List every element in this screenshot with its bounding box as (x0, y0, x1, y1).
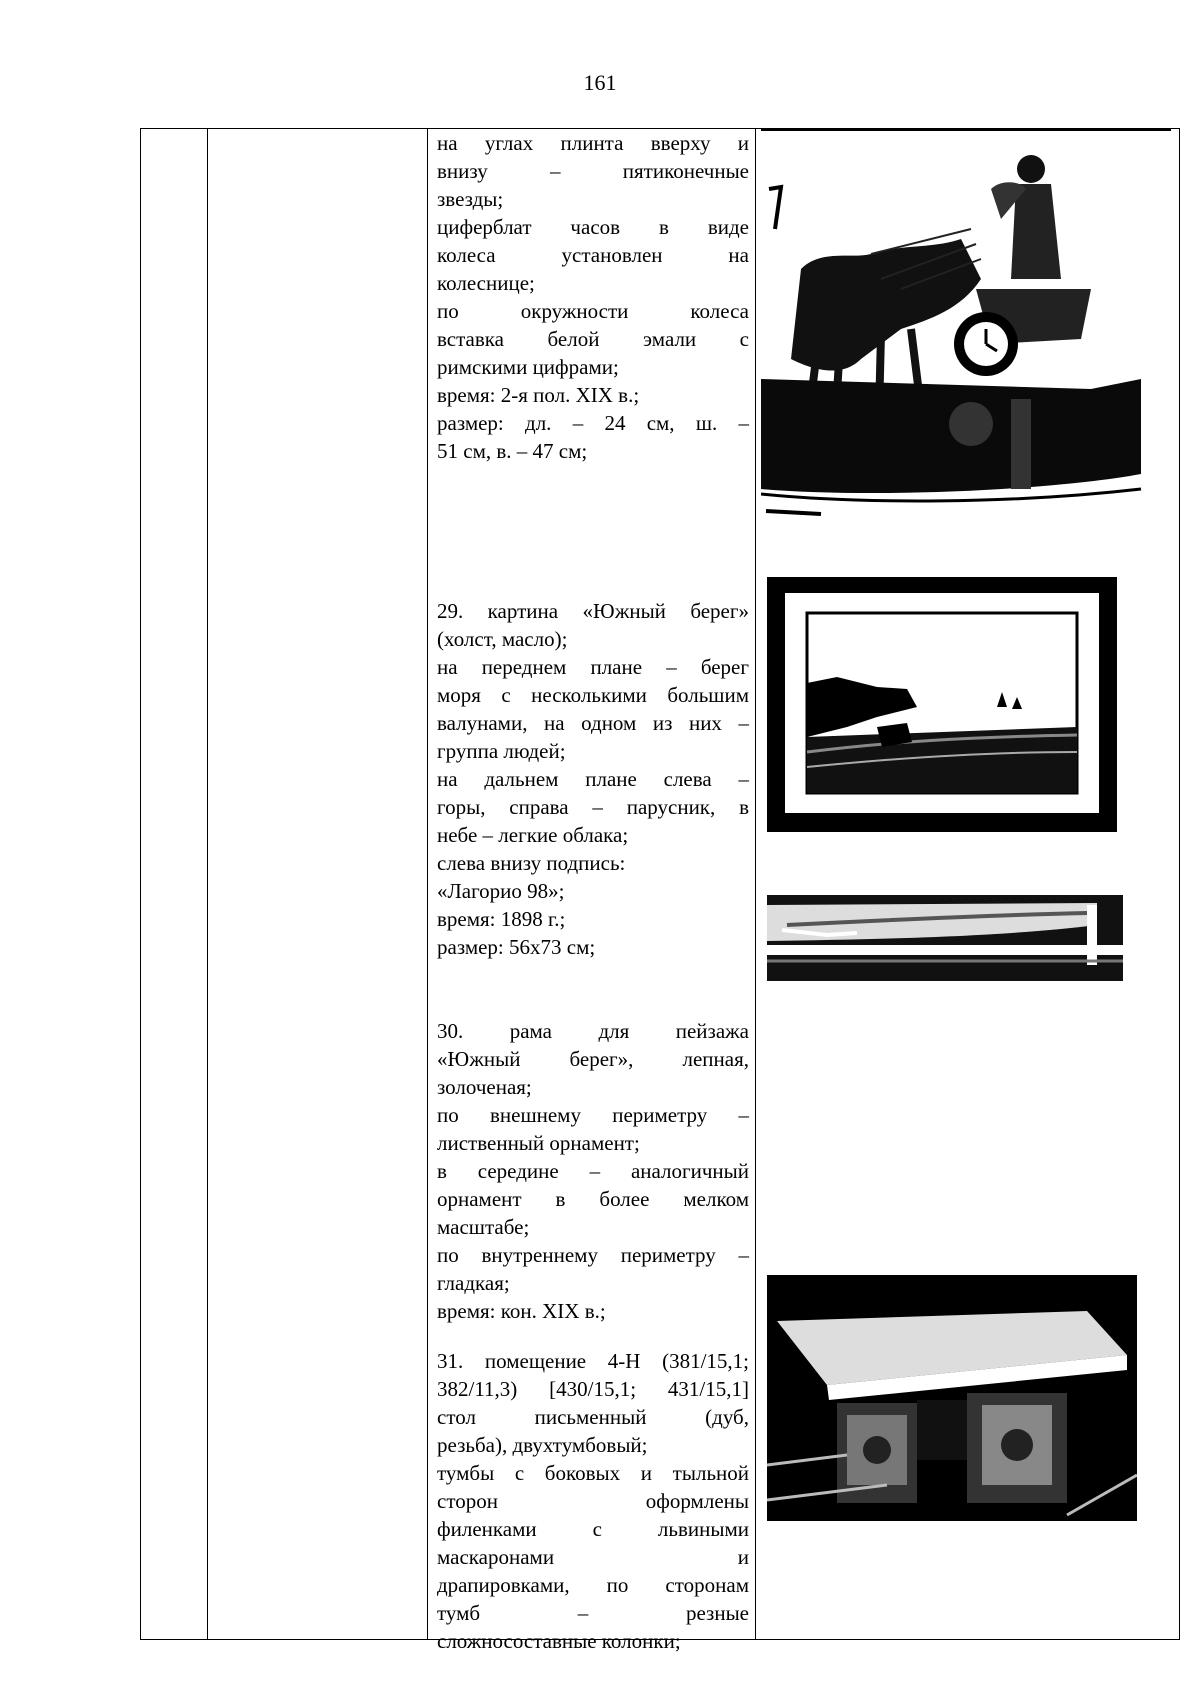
table-divider (755, 129, 756, 1639)
item-28-description (437, 129, 749, 465)
description-line: тумбы с боковых и тыльной (437, 1461, 749, 1485)
description-line: внизу – пятиконечные (437, 159, 749, 183)
item-31-description (437, 1347, 749, 1655)
table-divider (207, 129, 208, 1639)
description-line: моря с несколькими большим (437, 683, 749, 707)
writing-desk-photo (767, 1275, 1137, 1521)
description-line: филенками с львиными (437, 1517, 749, 1541)
description-line: время: 2-я пол. XIX в.; (437, 383, 640, 407)
description-line: слева внизу подпись: (437, 851, 626, 875)
description-line: сторон оформлены (437, 1489, 749, 1513)
description-line: 30. рама для пейзажа (437, 1019, 749, 1043)
description-line: лиственный орнамент; (437, 1131, 640, 1155)
description-line: в середине – аналогичный (437, 1159, 749, 1183)
description-line: колеса установлен на (437, 243, 749, 267)
description-line: группа людей; (437, 739, 566, 763)
description-line: резьба), двухтумбовый; (437, 1433, 648, 1457)
description-line: сложносоставные колонки; (437, 1629, 681, 1653)
painting-southern-shore-photo (767, 577, 1117, 832)
frame-detail-photo (767, 895, 1123, 981)
description-line: гладкая; (437, 1271, 510, 1295)
description-line: время: кон. XIX в.; (437, 1299, 606, 1323)
description-line: на переднем плане – берег (437, 655, 749, 679)
description-line: вставка белой эмали с (437, 327, 749, 351)
description-line: (холст, масло); (437, 627, 568, 651)
chariot-clock-photo (761, 129, 1171, 554)
description-line: время: 1898 г.; (437, 907, 566, 931)
description-line: размер: 56х73 см; (437, 935, 596, 959)
item-29-description (437, 597, 749, 961)
description-line: 31. помещение 4-Н (381/15,1; (437, 1349, 749, 1373)
inventory-table (140, 128, 1180, 1653)
description-line: стол письменный (дуб, (437, 1405, 749, 1429)
table-divider (427, 129, 428, 1639)
item-30-description (437, 1017, 749, 1325)
description-line: колеснице; (437, 271, 535, 295)
description-line: масштабе; (437, 1215, 530, 1239)
description-line: по внешнему периметру – (437, 1103, 749, 1127)
description-line: золоченая; (437, 1075, 532, 1099)
description-line: на углах плинта вверху и (437, 131, 749, 155)
description-line: на дальнем плане слева – (437, 767, 749, 791)
description-line: размер: дл. – 24 см, ш. – (437, 411, 749, 435)
page-number: 161 (583, 70, 617, 95)
description-line: 51 см, в. – 47 см; (437, 439, 588, 463)
description-line: циферблат часов в виде (437, 215, 749, 239)
description-line: 382/11,3) [430/15,1; 431/15,1] (437, 1377, 749, 1401)
description-line: драпировками, по сторонам (437, 1573, 749, 1597)
description-line: по внутреннему периметру – (437, 1243, 749, 1267)
description-line: небе – легкие облака; (437, 823, 629, 847)
description-line: горы, справа – парусник, в (437, 795, 749, 819)
description-line: маскаронами и (437, 1545, 749, 1569)
description-line: «Южный берег», лепная, (437, 1047, 749, 1071)
description-line: «Лагорио 98»; (437, 879, 565, 903)
description-line: орнамент в более мелком (437, 1187, 749, 1211)
description-line: звезды; (437, 187, 504, 211)
description-line: 29. картина «Южный берег» (437, 599, 749, 623)
description-line: тумб – резные (437, 1601, 749, 1625)
description-line: римскими цифрами; (437, 355, 619, 379)
description-line: валунами, на одном из них – (437, 711, 749, 735)
description-line: по окружности колеса (437, 299, 749, 323)
